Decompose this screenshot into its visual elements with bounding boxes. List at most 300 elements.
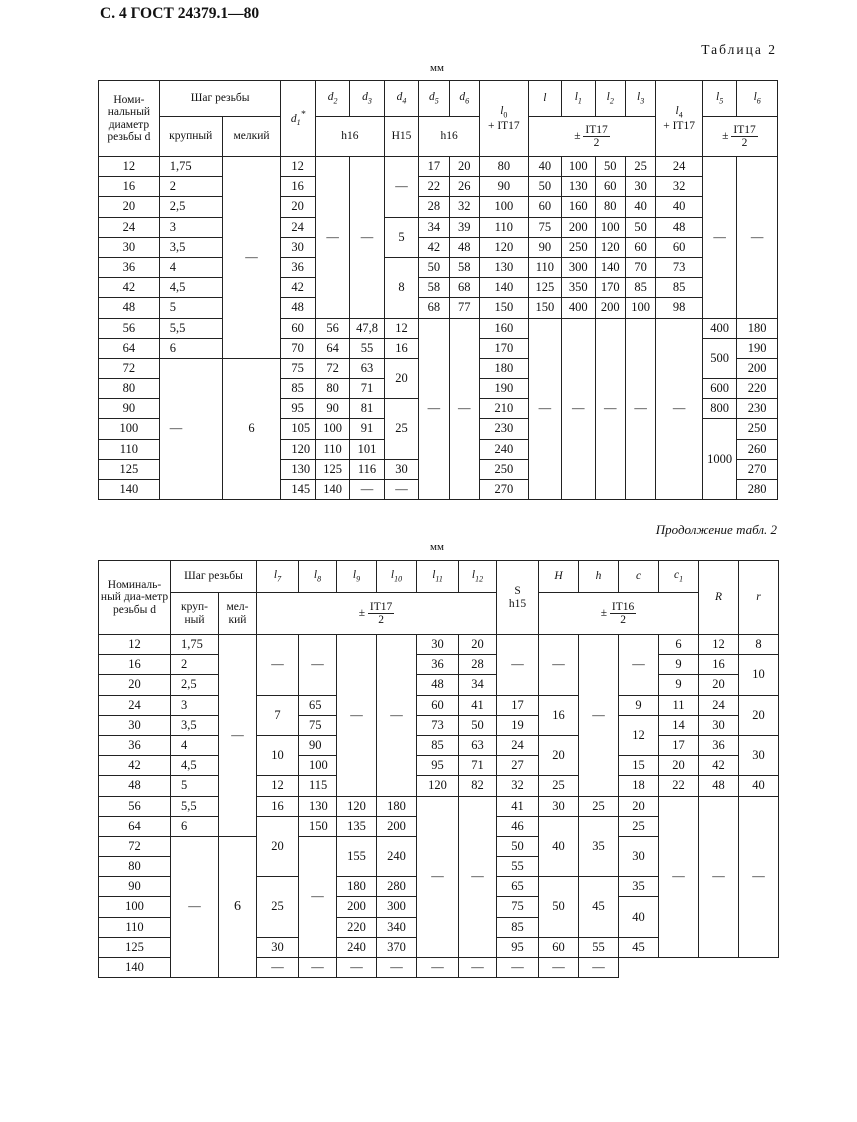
t1-cell: 68 (419, 298, 449, 318)
t2-cell: — (497, 635, 539, 696)
t2-cell: — (619, 635, 659, 696)
t2-cell: 135 (337, 816, 377, 836)
t1-cell: 400 (562, 298, 595, 318)
t2-cell: 120 (337, 796, 377, 816)
t2-cell: 28 (459, 655, 497, 675)
t1-cell: 73 (656, 257, 703, 277)
t1-cell: 120 (281, 439, 315, 459)
t1-cell: 20 (449, 157, 479, 177)
t1-cell: 42 (281, 278, 315, 298)
t2-cell: 240 (337, 937, 377, 957)
t2-header-r: r (739, 561, 779, 635)
t2-cell: 12 (99, 635, 171, 655)
t1-cell: 80 (315, 379, 349, 399)
t1-cell: 130 (480, 257, 529, 277)
t1-cell: 110 (528, 257, 561, 277)
t2-cell: 9 (659, 655, 699, 675)
t2-cell: — (337, 958, 377, 978)
t1-cell: 500 (702, 338, 736, 378)
header-d6: $d_6$ (449, 81, 479, 117)
t1-cell: 100 (595, 217, 625, 237)
t2-cell: 10 (739, 655, 779, 695)
t2-cell: 9 (619, 695, 659, 715)
t1-cell: 105 (281, 419, 315, 439)
t1-cell: 80 (99, 379, 160, 399)
t2-cell: 17 (497, 695, 539, 715)
t2-cell: 16 (539, 695, 579, 735)
t1-cell: — (384, 157, 418, 218)
t2-cell: 370 (377, 937, 417, 957)
t2-header-l12: $l_{12}$ (459, 561, 497, 593)
t2-cell: 180 (377, 796, 417, 816)
t1-cell: 32 (656, 177, 703, 197)
t2-cell: 85 (417, 735, 459, 755)
header-l3: $l_3$ (625, 81, 655, 117)
t2-cell: 155 (337, 836, 377, 876)
t1-cell: 400 (702, 318, 736, 338)
t1-cell: 63 (350, 358, 384, 378)
t1-cell: 140 (99, 480, 160, 500)
header-h15: H15 (384, 117, 418, 157)
header-d1: $d_1^*$ (281, 81, 315, 157)
t2-cell: 19 (497, 715, 539, 735)
t2-cell: — (377, 635, 417, 797)
t2-cell: 8 (739, 635, 779, 655)
t2-cell: 25 (579, 796, 619, 816)
t1-cell: 120 (595, 237, 625, 257)
header-tol-it17-b: ± $\frac{IT17}{2}$ (702, 117, 777, 157)
t1-cell: 6 (222, 358, 281, 499)
t1-cell: 48 (656, 217, 703, 237)
t2-cell: — (459, 796, 497, 958)
t1-cell: — (595, 318, 625, 500)
t2-cell: 40 (539, 816, 579, 877)
table-1 (98, 80, 778, 500)
t1-cell: 30 (384, 459, 418, 479)
t2-cell: 35 (579, 816, 619, 877)
t2-header-nominal-diameter: Номиналь-ный диа-метр резьбы d (99, 561, 171, 635)
t2-cell: 34 (459, 675, 497, 695)
t1-cell: 91 (350, 419, 384, 439)
header-l: l (528, 81, 561, 117)
t1-cell: 60 (625, 237, 655, 257)
t2-cell: 75 (299, 715, 337, 735)
t2-cell: 100 (99, 897, 171, 917)
t1-cell: 5,5 (159, 318, 222, 338)
t2-cell: 22 (659, 776, 699, 796)
header-thread-pitch: Шаг резьбы (159, 81, 281, 117)
t2-cell: 12 (257, 776, 299, 796)
t1-cell: 270 (480, 480, 529, 500)
t1-cell: 125 (315, 459, 349, 479)
t2-cell: 200 (377, 816, 417, 836)
t1-cell: 220 (737, 379, 778, 399)
t2-cell: 56 (99, 796, 171, 816)
header-coarse: крупный (159, 117, 222, 157)
header-nominal-diameter: Номи-нальный диаметр резьбы d (99, 81, 160, 157)
t1-cell: 95 (281, 399, 315, 419)
t1-cell: 200 (737, 358, 778, 378)
t1-cell: 180 (737, 318, 778, 338)
t1-cell: 125 (528, 278, 561, 298)
t1-cell: 140 (480, 278, 529, 298)
t1-cell: — (702, 157, 736, 319)
t1-cell: 50 (419, 257, 449, 277)
t1-cell: 100 (480, 197, 529, 217)
t2-cell: 4 (171, 735, 219, 755)
t1-cell: 6 (159, 338, 222, 358)
t2-cell: 11 (659, 695, 699, 715)
t2-cell: 80 (99, 857, 171, 877)
t2-cell: — (417, 958, 459, 978)
t2-cell: 20 (257, 816, 299, 877)
t1-cell: 600 (702, 379, 736, 399)
t1-cell: 56 (315, 318, 349, 338)
t1-cell: 64 (99, 338, 160, 358)
t1-cell: 120 (480, 237, 529, 257)
t2-cell: 32 (497, 776, 539, 796)
t2-cell: — (579, 958, 619, 978)
t2-cell: 24 (699, 695, 739, 715)
header-l5: $l_5$ (702, 81, 736, 117)
t1-cell: 230 (737, 399, 778, 419)
t2-cell: 240 (377, 836, 417, 876)
t2-cell: 95 (417, 756, 459, 776)
t2-header-tol-it16: ± $\frac{IT16}{2}$ (539, 593, 699, 635)
t1-cell: 50 (528, 177, 561, 197)
t1-cell: 90 (480, 177, 529, 197)
t2-cell: — (417, 796, 459, 958)
t2-cell: 16 (699, 655, 739, 675)
t2-cell: 60 (539, 937, 579, 957)
t2-cell: 50 (497, 836, 539, 856)
t1-cell: 240 (480, 439, 529, 459)
t1-cell: 20 (384, 358, 418, 398)
t1-cell: 3,5 (159, 237, 222, 257)
t2-cell: 20 (659, 756, 699, 776)
table-2 (98, 560, 779, 978)
t1-cell: 210 (480, 399, 529, 419)
t1-cell: 180 (480, 358, 529, 378)
t2-cell: 3 (171, 695, 219, 715)
t2-header-thread-pitch: Шаг резьбы (171, 561, 257, 593)
t2-cell: — (377, 958, 417, 978)
t1-cell: 60 (281, 318, 315, 338)
t1-cell: 48 (99, 298, 160, 318)
t2-cell: 25 (539, 776, 579, 796)
t1-cell: 250 (562, 237, 595, 257)
t1-cell: 75 (281, 358, 315, 378)
t2-cell: 41 (497, 796, 539, 816)
t1-cell: 72 (99, 358, 160, 378)
t1-cell: 75 (528, 217, 561, 237)
t2-cell: 40 (739, 776, 779, 796)
t1-cell: 34 (419, 217, 449, 237)
t2-cell: 90 (99, 877, 171, 897)
t2-cell: — (459, 958, 497, 978)
header-d3: $d_3$ (350, 81, 384, 117)
header-d4: $d_4$ (384, 81, 418, 117)
header-l6: $l_6$ (737, 81, 778, 117)
t2-cell: 100 (299, 756, 337, 776)
t2-cell: 20 (619, 796, 659, 816)
t2-cell: 9 (659, 675, 699, 695)
t1-cell: 190 (737, 338, 778, 358)
t1-cell: 70 (625, 257, 655, 277)
t1-cell: 17 (419, 157, 449, 177)
t1-cell: 140 (315, 480, 349, 500)
t1-cell: 25 (384, 399, 418, 460)
header-h16-b: h16 (419, 117, 480, 157)
t1-cell: 16 (99, 177, 160, 197)
t2-cell: 5,5 (171, 796, 219, 816)
t1-cell: 77 (449, 298, 479, 318)
t2-cell: 20 (459, 635, 497, 655)
t1-cell: 50 (625, 217, 655, 237)
t1-cell: 80 (595, 197, 625, 217)
t1-cell: 85 (656, 278, 703, 298)
t1-cell: 150 (480, 298, 529, 318)
t1-cell: 36 (99, 257, 160, 277)
t1-cell: 250 (737, 419, 778, 439)
t1-cell: — (737, 157, 778, 319)
t1-cell: — (528, 318, 561, 500)
t1-cell: — (350, 157, 384, 319)
t2-cell: 15 (619, 756, 659, 776)
page-header: С. 4 ГОСТ 24379.1—80 (100, 5, 260, 22)
t2-cell: 280 (377, 877, 417, 897)
t1-cell: — (656, 318, 703, 500)
t1-cell: 16 (384, 338, 418, 358)
t2-cell: — (257, 635, 299, 696)
t2-cell: 16 (257, 796, 299, 816)
t1-cell: 130 (562, 177, 595, 197)
t1-cell: 2 (159, 177, 222, 197)
t2-cell: 25 (257, 877, 299, 938)
t2-cell: — (739, 796, 779, 958)
t1-cell: 48 (449, 237, 479, 257)
t1-cell: 190 (480, 379, 529, 399)
t1-cell: 110 (315, 439, 349, 459)
t2-cell: 30 (257, 937, 299, 957)
t2-cell: — (579, 635, 619, 797)
t2-header-H: H (539, 561, 579, 593)
t2-cell: 64 (99, 816, 171, 836)
t2-cell: 3,5 (171, 715, 219, 735)
t1-cell: 3 (159, 217, 222, 237)
t2-cell: — (539, 635, 579, 696)
t2-cell: 25 (619, 816, 659, 836)
t1-cell: 42 (99, 278, 160, 298)
t1-cell: — (315, 157, 349, 319)
t2-cell: 46 (497, 816, 539, 836)
t2-cell: 36 (417, 655, 459, 675)
t2-cell: 24 (497, 735, 539, 755)
t2-cell: 340 (377, 917, 417, 937)
t2-cell: 140 (99, 958, 171, 978)
t1-cell: 22 (419, 177, 449, 197)
t2-cell: — (257, 958, 299, 978)
t1-cell: 280 (737, 480, 778, 500)
t2-cell: — (337, 635, 377, 797)
t2-cell: — (299, 958, 337, 978)
t1-cell: 30 (99, 237, 160, 257)
t1-cell: 200 (595, 298, 625, 318)
t2-cell: 27 (497, 756, 539, 776)
t2-cell: 42 (699, 756, 739, 776)
t2-cell: 48 (417, 675, 459, 695)
t1-cell: 1000 (702, 419, 736, 500)
t1-cell: 39 (449, 217, 479, 237)
t1-cell: 8 (384, 257, 418, 318)
t1-cell: 58 (449, 257, 479, 277)
t1-cell: 48 (281, 298, 315, 318)
t2-header-coarse: круп-ный (171, 593, 219, 635)
t2-cell: — (699, 796, 739, 958)
t1-cell: — (562, 318, 595, 500)
t1-cell: — (384, 480, 418, 500)
t2-cell: 7 (257, 695, 299, 735)
t1-cell: 5 (384, 217, 418, 257)
t1-cell: 12 (281, 157, 315, 177)
t1-cell: 20 (281, 197, 315, 217)
t1-cell: 160 (562, 197, 595, 217)
t2-cell: 110 (99, 917, 171, 937)
t2-cell: 65 (299, 695, 337, 715)
t2-cell: 41 (459, 695, 497, 715)
t2-cell: 5 (171, 776, 219, 796)
t2-cell: 75 (497, 897, 539, 917)
t2-cell: 300 (377, 897, 417, 917)
t2-cell: 20 (739, 695, 779, 735)
t2-cell: 48 (699, 776, 739, 796)
t2-cell: 6 (219, 836, 257, 977)
t2-header-c1: $c_1$ (659, 561, 699, 593)
t1-cell: 145 (281, 480, 315, 500)
t1-cell: 42 (419, 237, 449, 257)
t2-cell: 82 (459, 776, 497, 796)
t1-cell: 350 (562, 278, 595, 298)
t1-cell: 40 (528, 157, 561, 177)
t2-cell: 12 (699, 635, 739, 655)
t2-cell: 6 (659, 635, 699, 655)
t2-header-fine: мел-кий (219, 593, 257, 635)
t2-cell: 30 (417, 635, 459, 655)
t2-cell: 150 (299, 816, 337, 836)
t1-cell: 2,5 (159, 197, 222, 217)
header-d2: $d_2$ (315, 81, 349, 117)
t2-header-l11: $l_{11}$ (417, 561, 459, 593)
t1-cell: — (222, 157, 281, 359)
t2-cell: — (539, 958, 579, 978)
t1-cell: 100 (99, 419, 160, 439)
t1-cell: 260 (737, 439, 778, 459)
t1-cell: 4 (159, 257, 222, 277)
t1-cell: — (159, 358, 222, 499)
t2-cell: 220 (337, 917, 377, 937)
t2-cell: 130 (299, 796, 337, 816)
table-label: Таблица 2 (701, 42, 777, 57)
t2-cell: 35 (619, 877, 659, 897)
t1-cell: 5 (159, 298, 222, 318)
t2-header-c: c (619, 561, 659, 593)
t1-cell: 40 (625, 197, 655, 217)
t2-cell: 85 (497, 917, 539, 937)
t1-cell: 16 (281, 177, 315, 197)
t2-cell: 55 (497, 857, 539, 877)
header-l0: $l_0$ + IT17 (480, 81, 529, 157)
header-l2: $l_2$ (595, 81, 625, 117)
continuation-label: Продолжение табл. 2 (655, 522, 777, 537)
t1-cell: 24 (99, 217, 160, 237)
t2-cell: 24 (99, 695, 171, 715)
t1-cell: 85 (625, 278, 655, 298)
t1-cell: — (625, 318, 655, 500)
header-l1: $l_1$ (562, 81, 595, 117)
t1-cell: 80 (480, 157, 529, 177)
t2-cell: 90 (299, 735, 337, 755)
t1-cell: 110 (99, 439, 160, 459)
t2-cell: 63 (459, 735, 497, 755)
t2-cell: 180 (337, 877, 377, 897)
t1-cell: 71 (350, 379, 384, 399)
t2-cell: 16 (99, 655, 171, 675)
t1-cell: 36 (281, 257, 315, 277)
t1-cell: 160 (480, 318, 529, 338)
t1-cell: 40 (656, 197, 703, 217)
t1-cell: 30 (625, 177, 655, 197)
t1-cell: 100 (625, 298, 655, 318)
t2-cell: 20 (699, 675, 739, 695)
t1-cell: 270 (737, 459, 778, 479)
t2-cell: 20 (99, 675, 171, 695)
t1-cell: 250 (480, 459, 529, 479)
t2-header-R: R (699, 561, 739, 635)
t2-cell: 2,5 (171, 675, 219, 695)
t2-header-h: h (579, 561, 619, 593)
t2-cell: 1,75 (171, 635, 219, 655)
t2-cell: 20 (539, 735, 579, 775)
t1-cell: 70 (281, 338, 315, 358)
t1-cell: 60 (595, 177, 625, 197)
t2-cell: — (219, 635, 257, 837)
t2-cell: 30 (739, 735, 779, 775)
t1-cell: 55 (350, 338, 384, 358)
t1-cell: 85 (281, 379, 315, 399)
t2-cell: — (497, 958, 539, 978)
t2-cell: 120 (417, 776, 459, 796)
t2-cell: — (659, 796, 699, 958)
t1-cell: 110 (480, 217, 529, 237)
t2-cell: 65 (497, 877, 539, 897)
t1-cell: 24 (656, 157, 703, 177)
t1-cell: 28 (419, 197, 449, 217)
t2-cell: 30 (539, 796, 579, 816)
t2-cell: — (299, 635, 337, 696)
t1-cell: — (350, 480, 384, 500)
t2-cell: 30 (699, 715, 739, 735)
t1-cell: 170 (595, 278, 625, 298)
t1-cell: 130 (281, 459, 315, 479)
header-tol-it17: ± $\frac{IT17}{2}$ (528, 117, 656, 157)
t2-cell: 6 (171, 816, 219, 836)
t2-cell: 125 (99, 937, 171, 957)
t1-cell: 90 (315, 399, 349, 419)
t2-cell: 36 (99, 735, 171, 755)
t2-cell: 115 (299, 776, 337, 796)
t2-cell: 2 (171, 655, 219, 675)
t1-cell: 72 (315, 358, 349, 378)
